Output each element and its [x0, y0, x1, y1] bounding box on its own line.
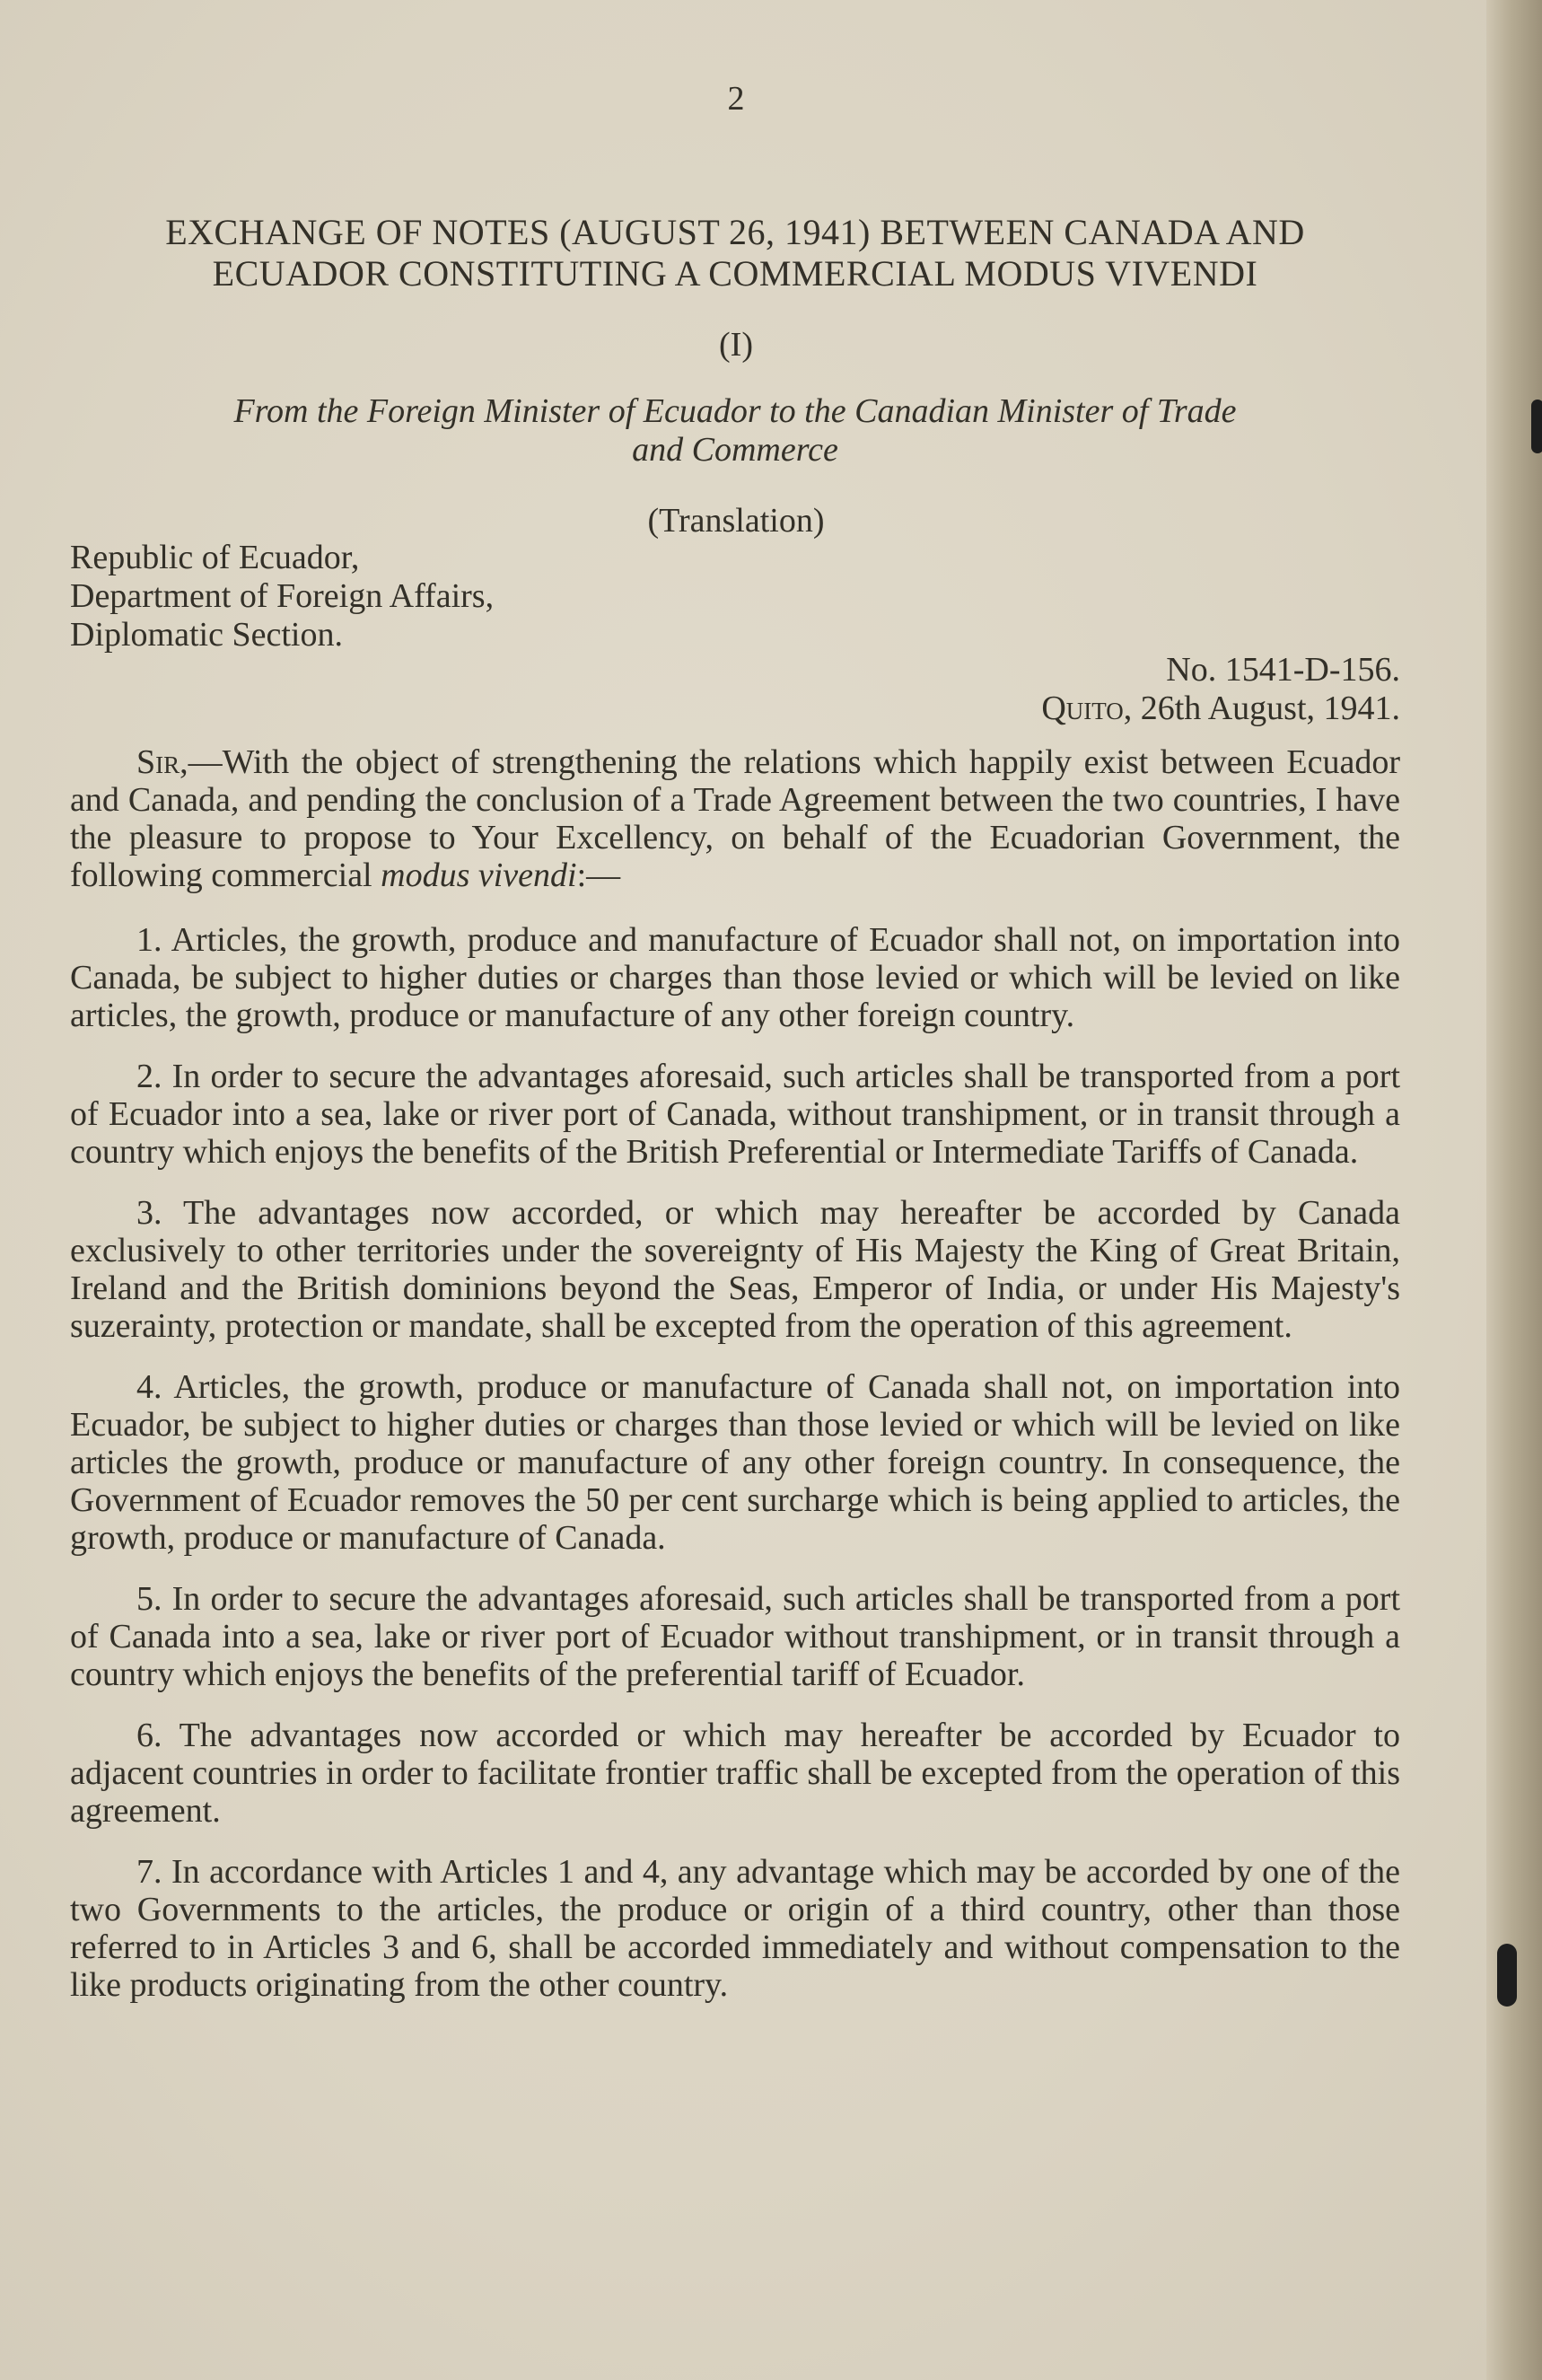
title-line: EXCHANGE OF NOTES (AUGUST 26, 1941) BETWEEN CANADA AND	[165, 212, 1305, 252]
reference-place: Quito,	[1041, 689, 1133, 727]
reference-date-line	[1041, 689, 1400, 728]
salutation-end: :—	[576, 856, 621, 894]
section-numeral: (I)	[719, 326, 753, 364]
salutation-sir: Sir,	[136, 743, 188, 781]
from-line	[70, 392, 1400, 470]
salutation-text: —With the object of strengthening the relations which happily exist between Ecuador and Canada, and pending the conclusion of a Trade Agreement between the two countries, I have the pleasure to propose to Your Excellency, on behalf of the Ecuadorian Government, the following commercial	[70, 743, 1400, 894]
page-edge	[1486, 0, 1542, 2380]
from-line-text: and Commerce	[632, 431, 838, 469]
address-line: Diplomatic Section.	[70, 616, 343, 654]
reference-block	[1041, 651, 1400, 728]
article-paragraph: 1. Articles, the growth, produce and manufacture of Ecuador shall not, on importation into Canada, be subject to higher duties or charges than those levied or which will be levied on like articles, the growth, produce or manufacture of any other foreign country.	[70, 921, 1400, 1034]
article-paragraph: 5. In order to secure the advantages aforesaid, such articles shall be transported from a port of Canada into a sea, lake or river port of Ecuador without transhipment, or in transit through a country which enjoys the benefits of the preferential tariff of Ecuador.	[70, 1580, 1400, 1693]
title-line: ECUADOR CONSTITUTING A COMMERCIAL MODUS VIVENDI	[212, 253, 1258, 294]
page-number: 2	[727, 80, 745, 118]
address-line: Department of Foreign Affairs,	[70, 577, 495, 615]
article-paragraph: 6. The advantages now accorded or which may hereafter be accorded by Ecuador to adjacent countries in order to facilitate frontier traffic shall be excepted from the operation of this agreement.	[70, 1717, 1400, 1830]
salutation-paragraph	[70, 743, 1400, 894]
binding-mark	[1531, 400, 1542, 453]
letter-body	[70, 743, 1400, 2027]
reference-date: 26th August, 1941.	[1140, 689, 1400, 727]
document-title	[70, 212, 1400, 294]
article-paragraph: 7. In accordance with Articles 1 and 4, any advantage which may be accorded by one of the two Governments to the articles, the produce or origin of a third country, other than those referred to in Articles 3 and 6, shall be accorded immediately and without compensation to the like products originating from the other country.	[70, 1853, 1400, 2004]
salutation-emphasis: modus vivendi	[381, 856, 577, 894]
article-paragraph: 4. Articles, the growth, produce or manufacture of Canada shall not, on importation into Ecuador, be subject to higher duties or charges than those levied or which will be levied on like articles the growth, produce or manufacture of any other foreign country. In consequence, the Government of Ecuador removes the 50 per cent surcharge which is being applied to articles, the growth, produce or manufacture of Canada.	[70, 1368, 1400, 1557]
binding-mark	[1497, 1944, 1517, 2007]
address-line: Republic of Ecuador,	[70, 539, 360, 576]
reference-number: No. 1541-D-156.	[1166, 651, 1400, 689]
article-paragraph: 3. The advantages now accorded, or which may hereafter be accorded by Canada exclusively to other territories under the sovereignty of His Majesty the King of Great Britain, Ireland and the British dominions beyond the Seas, Emperor of India, or under His Majesty's suzerainty, protection or mandate, shall be excepted from the operation of this agreement.	[70, 1194, 1400, 1345]
from-line-text: From the Foreign Minister of Ecuador to the Canadian Minister of Trade	[233, 392, 1237, 430]
translation-note: (Translation)	[647, 502, 825, 540]
article-paragraph: 2. In order to secure the advantages aforesaid, such articles shall be transported from a port of Ecuador into a sea, lake or river port of Canada, without transhipment, or in transit through a country which enjoys the benefits of the British Preferential or Intermediate Tariffs of Canada.	[70, 1058, 1400, 1171]
sender-address	[70, 539, 788, 654]
